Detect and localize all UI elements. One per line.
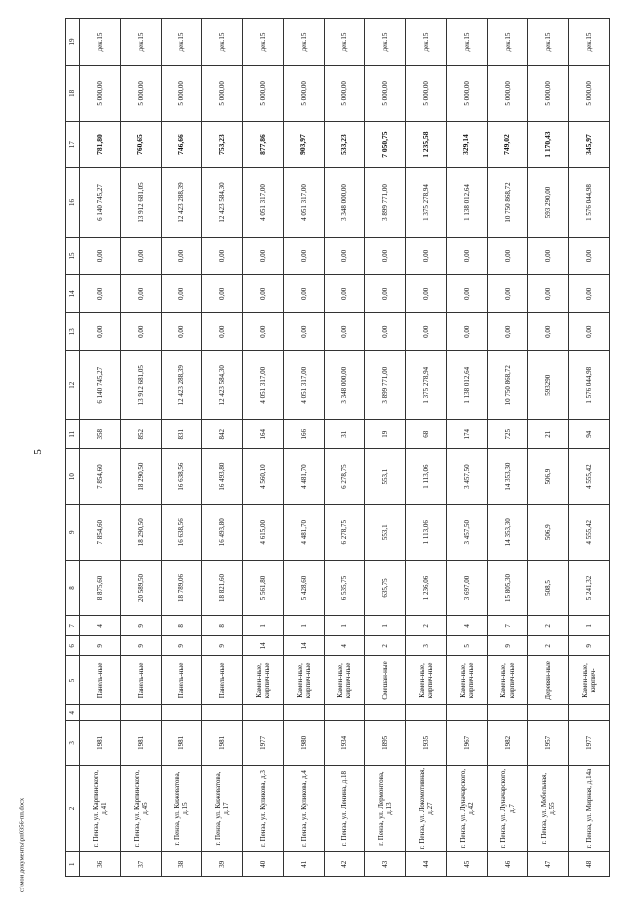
table-cell — [202, 705, 243, 721]
table-cell: 3 457,50 — [446, 504, 487, 560]
column-number: 5 — [66, 656, 80, 705]
table-cell — [161, 705, 202, 721]
address-cell: г. Пенза, ул. Мирная, д.14а — [569, 765, 610, 852]
table-row — [569, 19, 610, 877]
page-number: 5 — [32, 449, 44, 455]
table-cell: 877,86 — [243, 121, 284, 168]
table-cell: 4 051 317,00 — [283, 351, 324, 420]
table-row — [202, 19, 243, 877]
table-cell: 10 750 868,72 — [487, 168, 528, 237]
table-cell: 1 236,06 — [406, 560, 447, 616]
table-row — [324, 19, 365, 877]
column-number: 14 — [66, 275, 80, 313]
address-cell: г. Пенза, ул. Луначарского, д.7 — [487, 765, 528, 852]
table-cell: 37 — [120, 852, 161, 877]
table-cell: Деревян-ные — [528, 656, 569, 705]
table-cell: 1 170,43 — [528, 121, 569, 168]
column-number: 15 — [66, 237, 80, 275]
table-cell: 0,00 — [446, 237, 487, 275]
table-cell: дек.15 — [406, 19, 447, 66]
table-cell: 5 000,00 — [406, 65, 447, 121]
column-number: 2 — [66, 765, 80, 852]
table-cell: Панель-ные — [161, 656, 202, 705]
table-cell: 4 051 317,00 — [243, 168, 284, 237]
table-cell: 21 — [528, 420, 569, 449]
table-cell: 0,00 — [324, 237, 365, 275]
table-cell: 635,75 — [365, 560, 406, 616]
table-cell: 3 348 000,00 — [324, 168, 365, 237]
table-cell: 16 493,80 — [202, 504, 243, 560]
table-cell: 903,97 — [283, 121, 324, 168]
table-cell — [528, 705, 569, 721]
table-cell: 1 — [569, 616, 610, 636]
table-cell: 4 481,70 — [283, 504, 324, 560]
table-cell: 4 615,00 — [243, 504, 284, 560]
table-cell: 9 — [569, 636, 610, 656]
table-cell: дек.15 — [120, 19, 161, 66]
table-cell: 5 000,00 — [202, 65, 243, 121]
table-cell: 6 278,75 — [324, 504, 365, 560]
table-cell: 8 — [161, 616, 202, 636]
table-cell: 7 050,75 — [365, 121, 406, 168]
column-number: 9 — [66, 504, 80, 560]
column-number: 8 — [66, 560, 80, 616]
table-row — [446, 19, 487, 877]
table-cell: 4 555,42 — [569, 504, 610, 560]
table-cell: 4 051 317,00 — [283, 168, 324, 237]
table-cell: 9 — [80, 636, 121, 656]
table-cell: 31 — [324, 420, 365, 449]
column-number: 11 — [66, 420, 80, 449]
table-cell: 0,00 — [120, 313, 161, 351]
table-cell: 45 — [446, 852, 487, 877]
table-cell: 9 — [202, 636, 243, 656]
table-cell: 1981 — [161, 721, 202, 766]
table-cell — [324, 705, 365, 721]
table-cell: 94 — [569, 420, 610, 449]
table-cell: 1967 — [446, 721, 487, 766]
table-cell — [406, 705, 447, 721]
table-cell: 6 535,75 — [324, 560, 365, 616]
address-cell: г. Пенза, ул. Луначарского, д.42 — [446, 765, 487, 852]
table-cell: 2 — [528, 636, 569, 656]
table-cell: 1981 — [120, 721, 161, 766]
column-number: 10 — [66, 449, 80, 505]
table-cell: 0,00 — [161, 313, 202, 351]
table-cell: 5 000,00 — [161, 65, 202, 121]
table-cell: 0,00 — [161, 237, 202, 275]
table-cell: 14 353,30 — [487, 449, 528, 505]
table-cell: дек.15 — [569, 19, 610, 66]
address-cell: г. Пенза, ул. Лермонтова, д.13 — [365, 765, 406, 852]
table-cell: Камен-ные, кирпич-ные — [283, 656, 324, 705]
table-cell: 9 — [161, 636, 202, 656]
table-cell: 4 — [80, 616, 121, 636]
table-cell: 4 560,10 — [243, 449, 284, 505]
table-cell: 1982 — [487, 721, 528, 766]
table-cell — [446, 705, 487, 721]
table-cell: 553,1 — [365, 449, 406, 505]
table-cell: 18 290,50 — [120, 449, 161, 505]
table-cell: 1935 — [406, 721, 447, 766]
table-cell: 5 — [446, 636, 487, 656]
table-cell: 1 576 044,98 — [569, 168, 610, 237]
column-number: 13 — [66, 313, 80, 351]
table-cell: Панель-ные — [80, 656, 121, 705]
table-cell: 1981 — [80, 721, 121, 766]
column-number: 1 — [66, 852, 80, 877]
table-body — [66, 19, 610, 877]
table-container — [65, 18, 610, 877]
table-cell: 1977 — [569, 721, 610, 766]
table-cell: 0,00 — [324, 275, 365, 313]
footer-file-path: c:\мои документы\рп0356-пп.docx — [18, 797, 26, 893]
table-cell: 5 561,80 — [243, 560, 284, 616]
address-cell: г. Пенза, ул. Кижеватова, д.17 — [202, 765, 243, 852]
table-cell: дек.15 — [283, 19, 324, 66]
table-cell: 1 375 278,94 — [406, 168, 447, 237]
table-cell: 0,00 — [406, 313, 447, 351]
table-cell: Камен-ные, кирпич-ные — [243, 656, 284, 705]
table-cell: 2 — [406, 616, 447, 636]
table-cell — [243, 705, 284, 721]
table-cell: 725 — [487, 420, 528, 449]
table-cell: 8 875,60 — [80, 560, 121, 616]
table-cell: 0,00 — [80, 275, 121, 313]
table-cell: 1895 — [365, 721, 406, 766]
table-cell: 0,00 — [80, 237, 121, 275]
column-number: 4 — [66, 705, 80, 721]
table-cell: 2 — [365, 636, 406, 656]
table-cell: 9 — [120, 616, 161, 636]
table-cell: 852 — [120, 420, 161, 449]
table-cell: 0,00 — [243, 313, 284, 351]
table-row — [283, 19, 324, 877]
column-number: 3 — [66, 721, 80, 766]
table-cell: 0,00 — [446, 313, 487, 351]
table-cell: 7 854,60 — [80, 449, 121, 505]
table-cell: 3 697,00 — [446, 560, 487, 616]
table-row — [243, 19, 284, 877]
table-cell: 1 — [243, 616, 284, 636]
table-cell: 19 — [365, 420, 406, 449]
table-cell — [569, 705, 610, 721]
table-cell: 4 051 317,00 — [243, 351, 284, 420]
table-cell: 0,00 — [202, 237, 243, 275]
table-cell: 0,00 — [283, 275, 324, 313]
table-cell: 358 — [80, 420, 121, 449]
table-cell: 0,00 — [446, 275, 487, 313]
table-cell: дек.15 — [446, 19, 487, 66]
table-cell: 1 576 044,98 — [569, 351, 610, 420]
table-cell: 39 — [202, 852, 243, 877]
table-cell: 48 — [569, 852, 610, 877]
table-cell: 1957 — [528, 721, 569, 766]
table-cell: 8 — [202, 616, 243, 636]
table-cell: 0,00 — [283, 313, 324, 351]
table-cell: 15 805,30 — [487, 560, 528, 616]
table-row — [365, 19, 406, 877]
table-cell: 749,02 — [487, 121, 528, 168]
table-cell: Панель-ные — [202, 656, 243, 705]
table-cell: 0,00 — [365, 313, 406, 351]
table-cell: 0,00 — [80, 313, 121, 351]
table-cell: 5 000,00 — [283, 65, 324, 121]
table-cell: 593 290,00 — [528, 168, 569, 237]
table-cell: 0,00 — [120, 237, 161, 275]
table-cell: 5 000,00 — [80, 65, 121, 121]
table-cell: дек.15 — [202, 19, 243, 66]
table-cell: 36 — [80, 852, 121, 877]
table-cell: 3 899 771,00 — [365, 351, 406, 420]
table-cell: 4 — [324, 636, 365, 656]
table-cell: 506,9 — [528, 504, 569, 560]
table-row — [528, 19, 569, 877]
column-number: 18 — [66, 65, 80, 121]
column-number: 19 — [66, 19, 80, 66]
table-cell: 5 000,00 — [243, 65, 284, 121]
table-cell: 0,00 — [528, 275, 569, 313]
table-cell: 753,23 — [202, 121, 243, 168]
table-cell: 0,00 — [365, 275, 406, 313]
table-cell: 12 423 584,30 — [202, 351, 243, 420]
table-cell: 9 — [487, 636, 528, 656]
rotated-table-frame — [65, 18, 610, 877]
table-cell: 1980 — [283, 721, 324, 766]
table-cell: 3 457,50 — [446, 449, 487, 505]
table-cell: 0,00 — [161, 275, 202, 313]
table-cell: 506,9 — [528, 449, 569, 505]
table-cell: 5 000,00 — [365, 65, 406, 121]
table-cell: Смешан-ные — [365, 656, 406, 705]
table-cell — [487, 705, 528, 721]
table-cell: 12 423 584,30 — [202, 168, 243, 237]
table-cell: 12 423 288,39 — [161, 168, 202, 237]
table-cell: 3 — [406, 636, 447, 656]
table-cell — [80, 705, 121, 721]
table-cell: Камен-ные, кирпич- — [569, 656, 610, 705]
table-cell: 2 — [528, 616, 569, 636]
table-cell: 6 140 745,27 — [80, 168, 121, 237]
table-cell: Камен-ные, кирпич-ные — [487, 656, 528, 705]
table-cell: 0,00 — [243, 237, 284, 275]
table-cell: Камен-ные, кирпич-ные — [446, 656, 487, 705]
table-cell: 0,00 — [569, 313, 610, 351]
table-cell: 1981 — [202, 721, 243, 766]
table-cell: 1 — [283, 616, 324, 636]
column-number: 16 — [66, 168, 80, 237]
table-cell: 593290 — [528, 351, 569, 420]
table-cell — [365, 705, 406, 721]
table-cell: 345,97 — [569, 121, 610, 168]
table-cell: Панель-ные — [120, 656, 161, 705]
table-cell: 40 — [243, 852, 284, 877]
table-cell: 329,14 — [446, 121, 487, 168]
table-cell: 13 912 681,05 — [120, 351, 161, 420]
column-number: 12 — [66, 351, 80, 420]
table-cell: 0,00 — [365, 237, 406, 275]
table-cell: 5 428,60 — [283, 560, 324, 616]
table-cell: 47 — [528, 852, 569, 877]
column-number: 7 — [66, 616, 80, 636]
table-cell: 164 — [243, 420, 284, 449]
address-cell: г. Пенза, ул. Кижеватова, д.15 — [161, 765, 202, 852]
table-cell: 1 — [365, 616, 406, 636]
table-cell: 9 — [120, 636, 161, 656]
column-number: 17 — [66, 121, 80, 168]
table-cell: 5 000,00 — [324, 65, 365, 121]
table-cell: 5 000,00 — [487, 65, 528, 121]
table-cell: дек.15 — [324, 19, 365, 66]
address-cell: г. Пенза, ул. Локомотивная, д.27 — [406, 765, 447, 852]
table-cell: 0,00 — [406, 237, 447, 275]
table-cell: 1 113,06 — [406, 449, 447, 505]
table-cell: 1 375 278,94 — [406, 351, 447, 420]
table-cell: дек.15 — [80, 19, 121, 66]
table-cell: 20 589,50 — [120, 560, 161, 616]
table-row — [406, 19, 447, 877]
table-cell — [120, 705, 161, 721]
table-cell: 760,65 — [120, 121, 161, 168]
table-cell: 0,00 — [528, 237, 569, 275]
table-cell: Камен-ные, кирпич-ные — [324, 656, 365, 705]
table-cell: 0,00 — [487, 313, 528, 351]
table-cell: 1 113,06 — [406, 504, 447, 560]
table-cell: 14 — [283, 636, 324, 656]
table-cell: 0,00 — [528, 313, 569, 351]
table-cell: 16 638,56 — [161, 504, 202, 560]
table-row — [80, 19, 121, 877]
table-cell: 0,00 — [569, 275, 610, 313]
table-cell: 0,00 — [487, 275, 528, 313]
table-cell: 533,23 — [324, 121, 365, 168]
table-cell: 7 854,60 — [80, 504, 121, 560]
header-row — [66, 19, 80, 877]
table-cell: 1977 — [243, 721, 284, 766]
table-cell: 0,00 — [202, 313, 243, 351]
table-cell: 68 — [406, 420, 447, 449]
table-cell: дек.15 — [487, 19, 528, 66]
table-cell: 1934 — [324, 721, 365, 766]
table-cell: 4 — [446, 616, 487, 636]
table-cell: дек.15 — [243, 19, 284, 66]
table-cell: 553,1 — [365, 504, 406, 560]
column-number: 6 — [66, 636, 80, 656]
table-cell: 14 353,30 — [487, 504, 528, 560]
table-cell: 1 — [324, 616, 365, 636]
table-cell: 0,00 — [324, 313, 365, 351]
table-cell: 44 — [406, 852, 447, 877]
table-cell: 0,00 — [406, 275, 447, 313]
data-table — [65, 18, 610, 877]
table-cell: 3 899 771,00 — [365, 168, 406, 237]
table-cell: 0,00 — [120, 275, 161, 313]
address-cell: г. Пенза, ул. Куликова, д.3 — [243, 765, 284, 852]
table-cell: 0,00 — [569, 237, 610, 275]
address-cell: г. Пенза, ул. Карпинского, д.41 — [80, 765, 121, 852]
table-cell — [283, 705, 324, 721]
table-row — [487, 19, 528, 877]
table-cell: 14 — [243, 636, 284, 656]
table-cell: 10 750 868,72 — [487, 351, 528, 420]
table-cell: 5 000,00 — [446, 65, 487, 121]
table-cell: 18 290,50 — [120, 504, 161, 560]
table-cell: 18 789,06 — [161, 560, 202, 616]
table-cell: 6 140 745,27 — [80, 351, 121, 420]
table-cell: 831 — [161, 420, 202, 449]
address-cell: г. Пенза, ул. Мебельная, д.55 — [528, 765, 569, 852]
table-cell: 42 — [324, 852, 365, 877]
table-cell: 5 000,00 — [528, 65, 569, 121]
table-cell: 6 278,75 — [324, 449, 365, 505]
table-cell: Камен-ные, кирпич-ные — [406, 656, 447, 705]
table-cell: 1 235,58 — [406, 121, 447, 168]
table-row — [120, 19, 161, 877]
table-cell: 18 821,60 — [202, 560, 243, 616]
table-cell: 43 — [365, 852, 406, 877]
table-cell: 0,00 — [487, 237, 528, 275]
table-cell: 746,66 — [161, 121, 202, 168]
table-cell: 16 493,80 — [202, 449, 243, 505]
table-cell: 7 — [487, 616, 528, 636]
table-cell: 1 138 012,64 — [446, 351, 487, 420]
table-cell: 16 638,56 — [161, 449, 202, 505]
table-cell: 5 000,00 — [569, 65, 610, 121]
table-cell: 4 555,42 — [569, 449, 610, 505]
table-cell: 5 000,00 — [120, 65, 161, 121]
table-cell: 0,00 — [202, 275, 243, 313]
table-cell: 166 — [283, 420, 324, 449]
table-cell: дек.15 — [528, 19, 569, 66]
table-cell: 13 912 681,05 — [120, 168, 161, 237]
table-cell: 4 481,70 — [283, 449, 324, 505]
address-cell: г. Пенза, ул. Ленина, д.18 — [324, 765, 365, 852]
table-cell: 781,80 — [80, 121, 121, 168]
table-cell: дек.15 — [161, 19, 202, 66]
table-cell: 46 — [487, 852, 528, 877]
table-cell: 12 423 288,39 — [161, 351, 202, 420]
table-cell: 1 138 012,64 — [446, 168, 487, 237]
table-cell: 508,5 — [528, 560, 569, 616]
table-row — [161, 19, 202, 877]
table-cell: 3 348 000,00 — [324, 351, 365, 420]
table-cell: 5 241,32 — [569, 560, 610, 616]
table-cell: 41 — [283, 852, 324, 877]
table-cell: дек.15 — [365, 19, 406, 66]
table-cell: 38 — [161, 852, 202, 877]
table-cell: 174 — [446, 420, 487, 449]
table-cell: 0,00 — [243, 275, 284, 313]
address-cell: г. Пенза, ул. Карпинского, д.45 — [120, 765, 161, 852]
table-cell: 842 — [202, 420, 243, 449]
table-cell: 0,00 — [283, 237, 324, 275]
address-cell: г. Пенза, ул. Куликова, д.4 — [283, 765, 324, 852]
